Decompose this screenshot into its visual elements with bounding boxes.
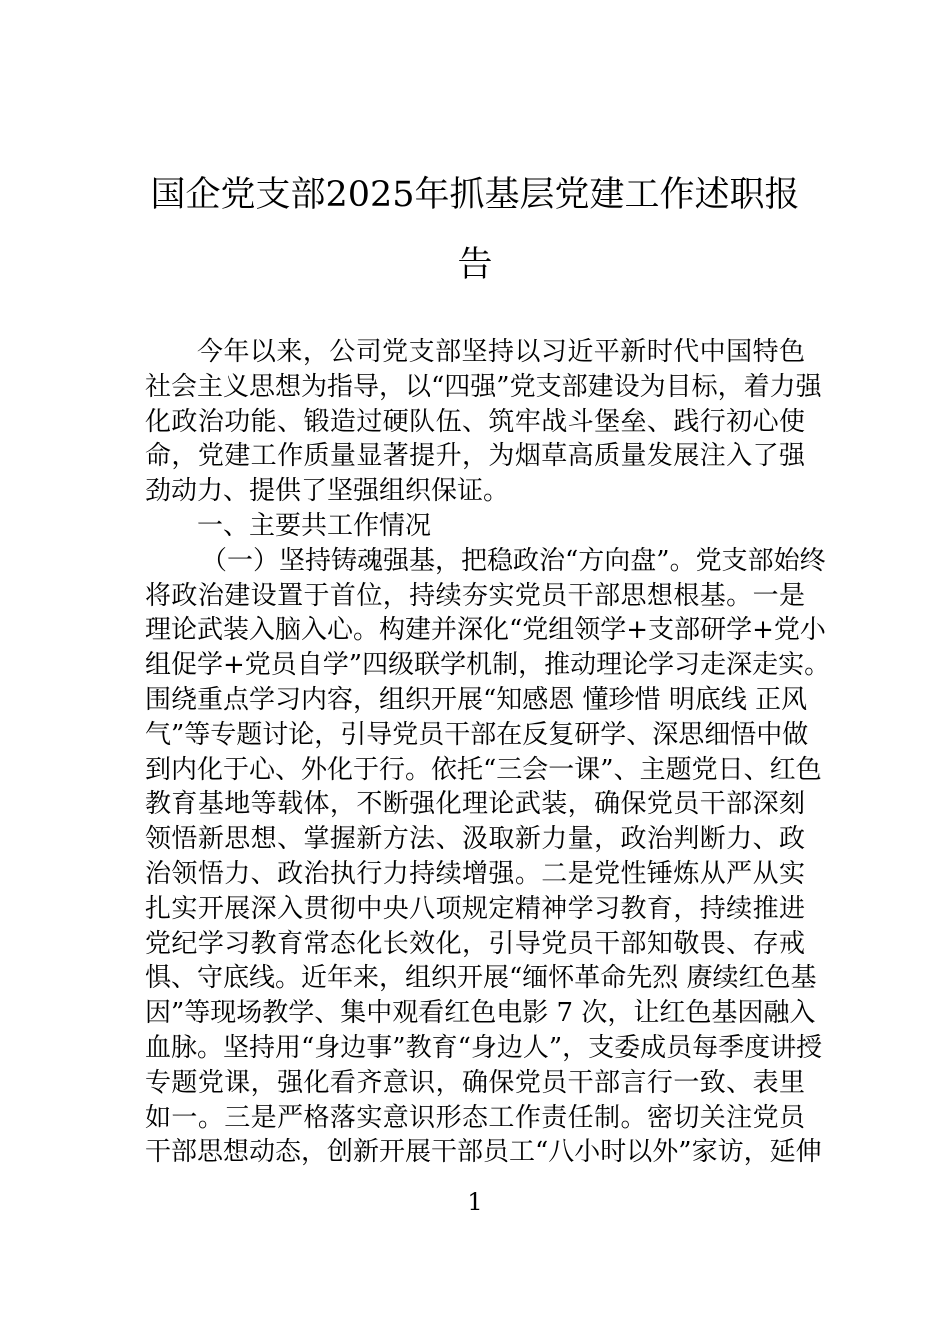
paragraph-line: 劲动力、提供了坚强组织保证。	[145, 476, 510, 507]
paragraph-line: 化政治功能、锻造过硬队伍、筑牢战斗堡垒、践行初心使	[145, 406, 805, 437]
paragraph-line: 因”等现场教学、集中观看红色电影 7 次，让红色基因融入	[145, 998, 816, 1029]
paragraph-line: 命，党建工作质量显著提升，为烟草高质量发展注入了强	[145, 441, 805, 472]
document-body	[145, 335, 831, 1170]
paragraph-line: 专题党课，强化看齐意识，确保党员干部言行一致、表里	[145, 1067, 805, 1098]
paragraph-line: 组促学+党员自学”四级联学机制，推动理论学习走深走实。	[145, 650, 831, 681]
paragraph-line: 今年以来，公司党支部坚持以习近平新时代中国特色	[197, 337, 805, 367]
paragraph-line: 理论武装入脑入心。构建并深化“党组领学+支部研学+党小	[145, 615, 826, 646]
paragraph-line: 扎实开展深入贯彻中央八项规定精神学习教育，持续推进	[145, 893, 805, 924]
document-title-line-1: 国企党支部2025年抓基层党建工作述职报	[150, 175, 800, 215]
paragraph-line: 血脉。坚持用“身边事”教育“身边人”，支委成员每季度讲授	[145, 1032, 823, 1063]
paragraph-line: 党纪学习教育常态化长效化，引导党员干部知敬畏、存戒	[145, 928, 805, 959]
paragraph-line: 如一。三是严格落实意识形态工作责任制。密切关注党员	[145, 1102, 805, 1133]
paragraph-line: 惧、守底线。近年来，组织开展“缅怀革命先烈 赓续红色基	[145, 963, 817, 994]
paragraph-line: 围绕重点学习内容，组织开展“知感恩 懂珍惜 明底线 正风	[145, 684, 808, 715]
page-number: 1	[467, 1188, 483, 1216]
paragraph-line: 气”等专题讨论，引导党员干部在反复研学、深思细悟中做	[145, 719, 809, 750]
paragraph-line: 教育基地等载体，不断强化理论武装，确保党员干部深刻	[145, 789, 805, 820]
paragraph-line: 干部思想动态，创新开展干部员工“八小时以外”家访，延伸	[145, 1137, 822, 1168]
paragraph-line: 将政治建设置于首位，持续夯实党员干部思想根基。一是	[145, 580, 805, 611]
paragraph-line: 到内化于心、外化于行。依托“三会一课”、主题党日、红色	[145, 754, 822, 785]
document-title-line-2: 告	[457, 245, 493, 285]
paragraph-line: 社会主义思想为指导，以“四强”党支部建设为目标，着力强	[145, 371, 822, 402]
paragraph-line: 领悟新思想、掌握新方法、汲取新力量，政治判断力、政	[145, 824, 805, 855]
paragraph-line: 治领悟力、政治执行力持续增强。二是党性锤炼从严从实	[145, 858, 805, 889]
document-title	[60, 160, 890, 300]
paragraph-line: （一）坚持铸魂强基，把稳政治“方向盘”。党支部始终	[201, 545, 826, 576]
section-heading: 一、主要共工作情况	[197, 510, 432, 541]
